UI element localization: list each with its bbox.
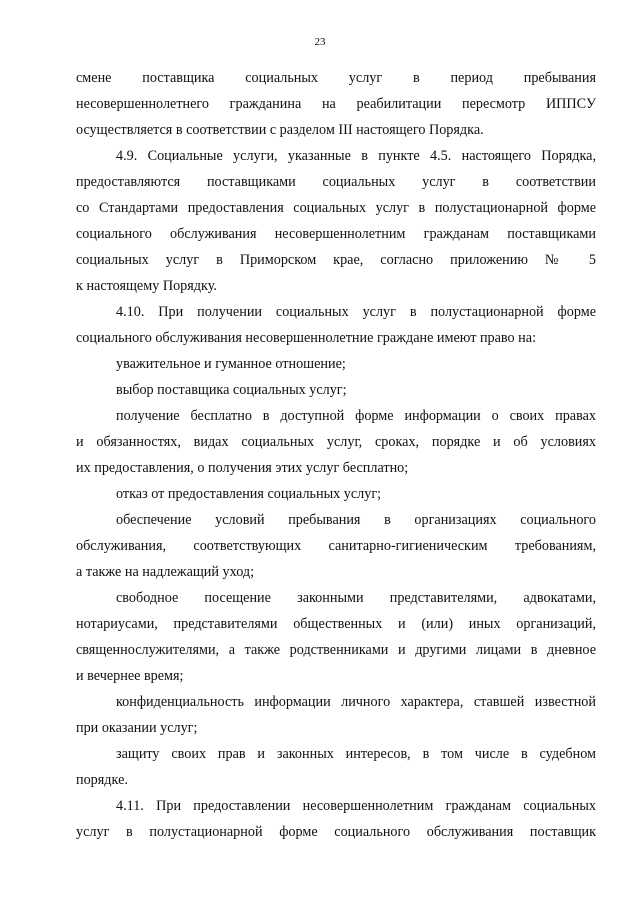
text-line: 4.9. Социальные услуги, указанные в пункте 4.5. настоящего Порядка, <box>116 148 596 164</box>
text-line: смене поставщика социальных услуг в период пребывания <box>76 70 596 86</box>
text-line: обеспечение условий пребывания в организациях социального <box>116 512 596 528</box>
text-line: социальных услуг в Приморском крае, согласно приложению № 5 <box>76 252 596 268</box>
document-body <box>76 65 596 845</box>
text-line: обслуживания, соответствующих санитарно-гигиеническим требованиям, <box>76 538 596 554</box>
text-line: и обязанностях, видах социальных услуг, сроках, порядке и об условиях <box>76 434 596 450</box>
text-line: социального обслуживания несовершеннолетним гражданам поставщиками <box>76 226 596 242</box>
text-line: нотариусами, представителями общественных и (или) иных организаций, <box>76 616 596 632</box>
text-line: свободное посещение законными представителями, адвокатами, <box>116 590 596 606</box>
text-line: предоставляются поставщиками социальных услуг в соответствии <box>76 174 596 190</box>
text-line: конфиденциальность информации личного характера, ставшей известной <box>116 694 596 710</box>
text-line: со Стандартами предоставления социальных услуг в полустационарной форме <box>76 200 596 216</box>
text-line: священнослужителями, а также родственниками и другими лицами в дневное <box>76 642 596 658</box>
page-number: 23 <box>314 36 326 48</box>
text-line: порядке. <box>76 772 128 788</box>
text-line: их предоставления, о получения этих услуг бесплатно; <box>76 460 409 476</box>
text-line: получение бесплатно в доступной форме информации о своих правах <box>116 408 596 424</box>
text-line: к настоящему Порядку. <box>76 278 217 294</box>
text-line: и вечернее время; <box>76 668 184 684</box>
text-line: услуг в полустационарной форме социального обслуживания поставщик <box>76 824 596 840</box>
text-line: уважительное и гуманное отношение; <box>116 356 346 372</box>
text-line: 4.11. При предоставлении несовершеннолетним гражданам социальных <box>116 798 596 814</box>
text-line: отказ от предоставления социальных услуг; <box>116 486 382 502</box>
text-line: защиту своих прав и законных интересов, в том числе в судебном <box>116 746 596 762</box>
text-line: а также на надлежащий уход; <box>76 564 255 580</box>
text-line: несовершеннолетнего гражданина на реабилитации пересмотр ИППСУ <box>76 96 596 112</box>
text-line: при оказании услуг; <box>76 720 198 736</box>
text-line: 4.10. При получении социальных услуг в полустационарной форме <box>116 304 596 320</box>
text-line: социального обслуживания несовершеннолетние граждане имеют право на: <box>76 330 537 346</box>
text-line: осуществляется в соответствии с разделом III настоящего Порядка. <box>76 122 484 138</box>
text-line: выбор поставщика социальных услуг; <box>116 382 347 398</box>
